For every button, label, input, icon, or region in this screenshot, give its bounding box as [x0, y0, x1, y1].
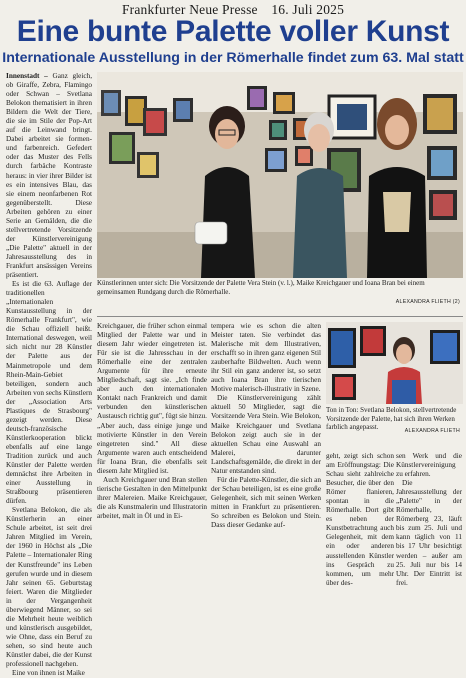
paragraph: Svetlana Belokon, die als Künstlerherin an einer Schule arbeitet, ist seit drei Jahren Mitglied im Verein, der 1960 in Höchst als „Die Palette – Internationaler Ring der Kunstfreunde" ins Leben gerufen wurde und in diesem Jahr seinen 65. Geburtstag feiert. Waren die Mitglieder in der Vergangenheit überwiegend Männer, so sei die Mehrheit heute weiblich und künstlerisch ausgebildet, wie Ohne, dass ein Beruf zu sehen, so sind heute auch Künstler dabei, die der Kunst professionell nachgehen. — [6, 506, 92, 669]
paragraph: Eine von ihnen ist Maike — [12, 669, 85, 678]
paragraph: geht, zeigt sich schon am Eröffnungstag: Die Schau sieht zahlreiche Besucher, die über den Römer flanieren, spontan in die Römerhalle. Dort gibt es neben der Kunstbetrachtung auch Gelegenheit, mit dem ein oder anderen ausstellenden Künstler ins Gespräch zu kommen, um mehr über des- — [326, 452, 394, 587]
secondary-photo-caption: Ton in Ton: Svetlana Belokon, stellvertretende Vorsitzende der Palette, hat sich ihren Werken farblich angepasst. — [326, 406, 457, 432]
article-column-1 — [6, 72, 93, 678]
paragraph: Es ist die 63. Auflage der traditionellen „Internationalen Kunstausstellung in der Römerhalle Frankfurt", wie die Schau offiziell heißt. International deswegen, weil sich nicht nur 28 Künstler der Palette aus der Mainmetropole und dem Rhein-Main-Gebiet beteiligen, sondern auch Arbeiten von sechs Künstlern der „Association Arts Plastiques de Strasbourg" gezeigt werden. Diese deutsch-französische Künstlerkooperation blickt ebenfalls auf eine lange Tradition zurück und auch Künstler der Palette werden demnächst ihre Arbeiten in einer Ausstellung in Straßbourg präsentieren dürfen. — [6, 280, 92, 506]
secondary-photo — [326, 322, 463, 404]
paragraph: Ganz gleich, ob Giraffe, Zebra, Flamingo oder Schwan – Svetlana Belokon thematisiert in ihren Bildern die Welt der Tiere, die sie im Stile der Pop-Art auf die Leinwand bringt. Dabei arbeitet sie formen- und farbenreich. Gefedert oder das Muster des Fells durch farbäche Kontraste heraus: in vier ihrer Bilder ist es ein intensives Blau, das sie einem neonfarbenen Rot gegenüberstellt. Diese Arbeiten gehören zu einer Serie an Gemälden, die die stellvertretende Vorsitzende der Künstlervereinigung „Die Palette" aktuell in der Jahresausstellung des in Frankfurt ansässigen Vereins präsentiert. — [6, 72, 93, 280]
article-column-4 — [326, 452, 394, 587]
artist-photo-illustration — [326, 322, 463, 404]
photo-credit: ALEXANDRA FLIETH (2) — [395, 299, 460, 305]
dateline: Innenstadt – — [6, 72, 48, 80]
article-column-2 — [97, 322, 207, 520]
paragraph: Auch Kreichgauer und Bran stellen tierische Gestalten in den Mittelpunkt ihrer Malereien. Maike Kreichgauer, die als Kunstmalerin und Illustratorin arbeitet, malt in Öl und in Ei- — [97, 475, 207, 520]
headline: Eine bunte Palette voller Kunst — [16, 15, 450, 48]
paragraph: tempera wie es schon die alten Meister taten. Sie verbindet das Malerische mit dem Illustrativen, erschafft so in ihren ganz eigenen Stil zauberhafte Bildwelten. Auch wenn ihr Stil ein ganz anderer ist, so setzt auch Ioana Bran ihre tierischen Motive malerisch-illustrativ in Szene. — [211, 322, 321, 394]
main-photo-caption: Künstlerinnen unter sich: Die Vorsitzende der Palette Vera Stein (v. l.), Maike Kreichgauer und Ioana Bran bei einem gemeinsamen Rundgang durch die Römerhalle. — [97, 279, 425, 296]
paragraph: sen Werk und die Künstlervereinigung zu erfahren. — [396, 452, 462, 479]
gallery-photo-illustration — [97, 72, 463, 278]
paragraph: Kreichgauer, die früher schon einmal Mitglied der Palette war und in diesem Jahr wieder eingetreten ist. Für sie ist die Jahresschau in der Römerhalle eine der zentralen Argumente für ihre erneute Mitgliedschaft, sagt sie. „Ich finde aber auch den internationalen Kontakt nach Frankreich und damit verbunden den künstlerischen Austausch richtig gut", fügt sie hinzu. „Aber auch, dass einige junge und motivierte Künstler in den Verein eingetreten sind." All diese Argumente waren auch entscheidend für Ioana Bran, die ebenfalls seit diesem Jahr Mitglied ist. — [97, 322, 207, 475]
article-column-5 — [396, 452, 462, 587]
article-column-3 — [211, 322, 322, 530]
main-photo — [97, 72, 463, 278]
newspaper-name: Frankfurter Neue Presse — [121, 2, 258, 17]
publication-date: 16. Juli 2025 — [271, 2, 345, 17]
photo-credit: ALEXANDRA FLIETH — [404, 428, 460, 434]
subheadline: Internationale Ausstellung in der Römerhalle findet zum 63. Mal statt — [2, 50, 464, 66]
paragraph: Für die Palette-Künstler, die sich an der Schau beteiligen, ist es eine große Gelegenheit, sich mit seinen Werken mitten in Frankfurt zu präsentieren. So schreiben es Belokon und Stein. Dass dieser Gedanke auf- — [211, 475, 322, 530]
paragraph: Die Jahresausstellung der „Palette" in der Römerhalle, Römerberg 23, läuft bis zum 25. Juli und kann täglich von 11 bis 17 Uhr besichtigt werden – außer am 25. Juli nur bis 14 Uhr. Der Eintritt ist frei. — [396, 479, 462, 587]
divider — [97, 316, 463, 317]
paragraph: Die Künstlervereinigung zählt aktuell 50 Mitglieder, sagt die Vorsitzende Vera Stein. Wie Belokon, Maike Kreichgauer und Svetlana Belokon zeigt auch sie in der aktuellen Schau eine Auswahl an Malerei, darunter Landschaftsgemälde, die direkt in der Natur entstanden sind. — [211, 394, 321, 475]
